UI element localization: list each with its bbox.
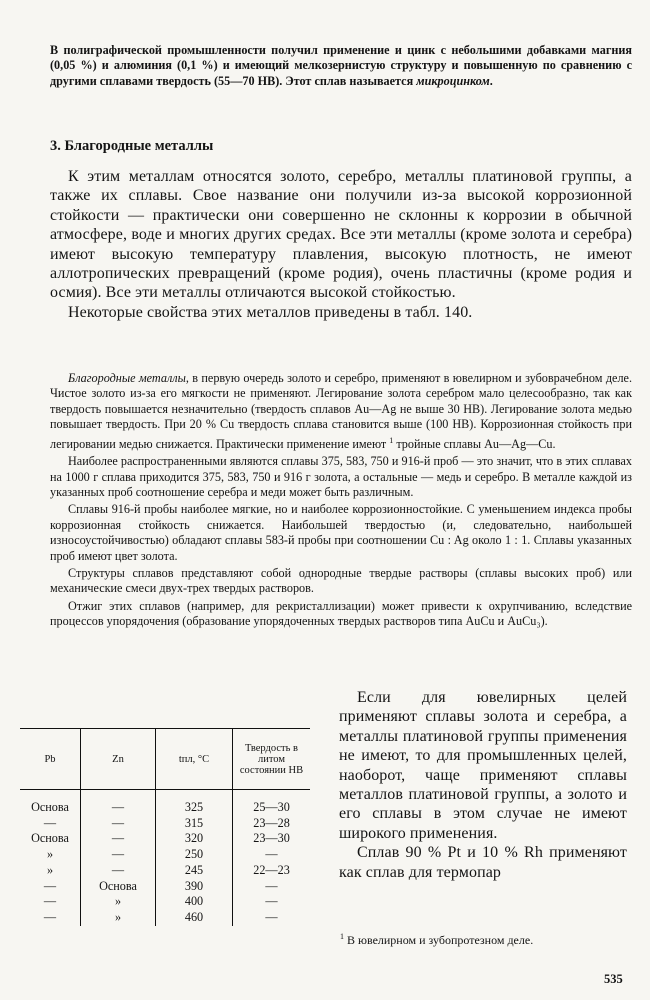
table-cell: — (233, 879, 311, 895)
footnote-mark: 1 (340, 932, 344, 941)
table-cell: 460 (156, 910, 233, 926)
table-row (20, 790, 310, 816)
table-cell: 22—23 (233, 863, 311, 879)
col-melting: tпл, °C (156, 729, 233, 790)
noble-metals-term: Благородные металлы (68, 371, 186, 385)
table-cell: » (81, 894, 156, 910)
zinc-paragraph-text: В полиграфической промышленности получил применение и цинк с небольшими добавками магния (0,05 %) и алюминия (0,1 %) и имеющий мелкозернистую структуру и повышенную по сравнению с другими сплавами твердость (55—70 HB). Этот сплав называется (50, 43, 632, 88)
table-cell: — (43, 909, 57, 924)
table-cell: — (233, 847, 311, 863)
table-cell: — (81, 790, 156, 816)
footnote-ref: 1 (389, 435, 394, 445)
col-zn: Zn (81, 729, 156, 790)
table-body (20, 790, 310, 926)
col-hardness: Твердость в литом состоянии НВ (233, 729, 311, 790)
main-text (50, 167, 632, 322)
table-row (20, 879, 310, 895)
table-cell: — (81, 847, 156, 863)
table-cell: 325 (156, 790, 233, 816)
table-cell: 315 (156, 816, 233, 832)
table-row (20, 863, 310, 879)
zinc-paragraph-end: . (489, 73, 493, 88)
footnote (340, 932, 630, 948)
properties-table (20, 728, 310, 926)
section-title: 3. Благородные металлы (50, 138, 214, 154)
footnote-text: В ювелирном и зубопротезном деле. (344, 933, 534, 947)
table-cell: — (233, 894, 311, 910)
right-paragraph-2: Сплав 90 % Pt и 10 % Rh применяют как сплав для термопар (339, 844, 627, 881)
table-cell: 23—30 (233, 831, 311, 847)
main-paragraph-1: К этим металлам относятся золото, серебро, металлы платиновой группы, а также их сплавы. Свое название они получили из-за высокой коррозионной стойкости — практически они совершенно не склонны к коррозии в обычной атмосфере, воде и многих других средах. Все эти металлы (кроме золота и серебра) имеют высокую температуру плавления, высокую плотность, не имеют аллотропических превращений (кроме родия), очень пластичны (кроме родия и осмия). Все эти металлы отличаются высокой стойкостью. (50, 168, 632, 302)
alloy-table (20, 728, 310, 926)
table-row (20, 894, 310, 910)
col-pb: Pb (20, 729, 81, 790)
table-cell: — (43, 815, 57, 830)
table-cell: — (43, 878, 57, 893)
table-cell: 23—28 (233, 816, 311, 832)
small-paragraph-1: Наиболее распространенными являются сплавы 375, 583, 750 и 916-й проб — это значит, что в этих сплавах на 1000 г сплава приходится 375, 583, 750 и 916 г золота, а остальные — медь и серебро. В металле каждой из указанных проб соотношение серебра и меди может быть различным. (50, 454, 632, 499)
noble-metals-tail: тройные сплавы Au—Ag—Cu. (393, 436, 556, 451)
table-cell: 245 (156, 863, 233, 879)
main-paragraph-2: Некоторые свойства этих металлов приведены в табл. 140. (68, 303, 473, 321)
table-cell: 250 (156, 847, 233, 863)
table-cell: — (81, 816, 156, 832)
small-paragraph-4: Отжиг этих сплавов (например, для рекристаллизации) может привести к охрупчиванию, вследствие процессов упорядочения (образование упорядоченных твердых растворов типа AuCu и AuCu₃). (50, 598, 632, 629)
microzinc-term: микроцинком (416, 73, 490, 88)
noble-metals-text: , в первую очередь золото и серебро, применяют в ювелирном и зубоврачебном деле. Чистое золото из-за его мягкости не применяют. Легирование золота серебром мало целесообразно, так как твердость повышается незначительно (твердость сплавов Au—Ag не выше 30 HB). Легирование золота медью повышает твердость. При 20 % Cu твердость сплава становится выше (100 HB). Коррозионная стойкость при легировании медью снижается. Практически применение имеют (50, 371, 632, 451)
table-cell: — (81, 863, 156, 879)
table-cell: Основа (81, 879, 156, 895)
table-cell: — (43, 894, 57, 909)
table-cell: — (233, 910, 311, 926)
table-cell: Основа (31, 831, 69, 846)
right-paragraph-1: Если для ювелирных целей применяют сплавы золота и серебра, а металлы платиновой группы применения не имеют, то для промышленных целей, наоборот, чаще применяют сплавы металлов платиновой группы, а золото и его сплавы в этом случае не имеют широкого применения. (339, 689, 627, 842)
table-cell: » (81, 910, 156, 926)
table-row (20, 847, 310, 863)
table-cell: — (81, 831, 156, 847)
table-cell: 25—30 (233, 790, 311, 816)
table-row (20, 910, 310, 926)
table-cell: » (46, 862, 54, 877)
small-paragraph-2: Сплавы 916-й пробы наиболее мягкие, но и наиболее коррозионностойкие. С уменьшением индекса пробы коррозионная стойкость снижается. Наибольшей твердостью (и, следовательно, наибольшей износоустойчивостью) обладают сплавы 583-й пробы при соотношении Cu : Ag около 1 : 1. Сплавы указанных проб имеют цвет золота. (50, 502, 632, 563)
table-cell: 390 (156, 879, 233, 895)
table-cell: » (46, 847, 54, 862)
small-paragraph-3: Структуры сплавов представляют собой однородные твердые растворы (сплавы высоких проб) или механические смеси двух-трех твердых растворов. (50, 565, 632, 596)
page-number: 535 (604, 972, 623, 986)
table-row (20, 831, 310, 847)
table-cell: Основа (31, 800, 69, 814)
intro-paragraph (50, 43, 632, 89)
zinc-paragraph (50, 43, 632, 89)
noble-metals-paragraph (50, 371, 632, 452)
table-row (20, 816, 310, 832)
small-text-block (50, 371, 632, 632)
table-header-row (20, 729, 310, 790)
right-column-text (339, 688, 627, 882)
table-cell: 400 (156, 894, 233, 910)
table-cell: 320 (156, 831, 233, 847)
